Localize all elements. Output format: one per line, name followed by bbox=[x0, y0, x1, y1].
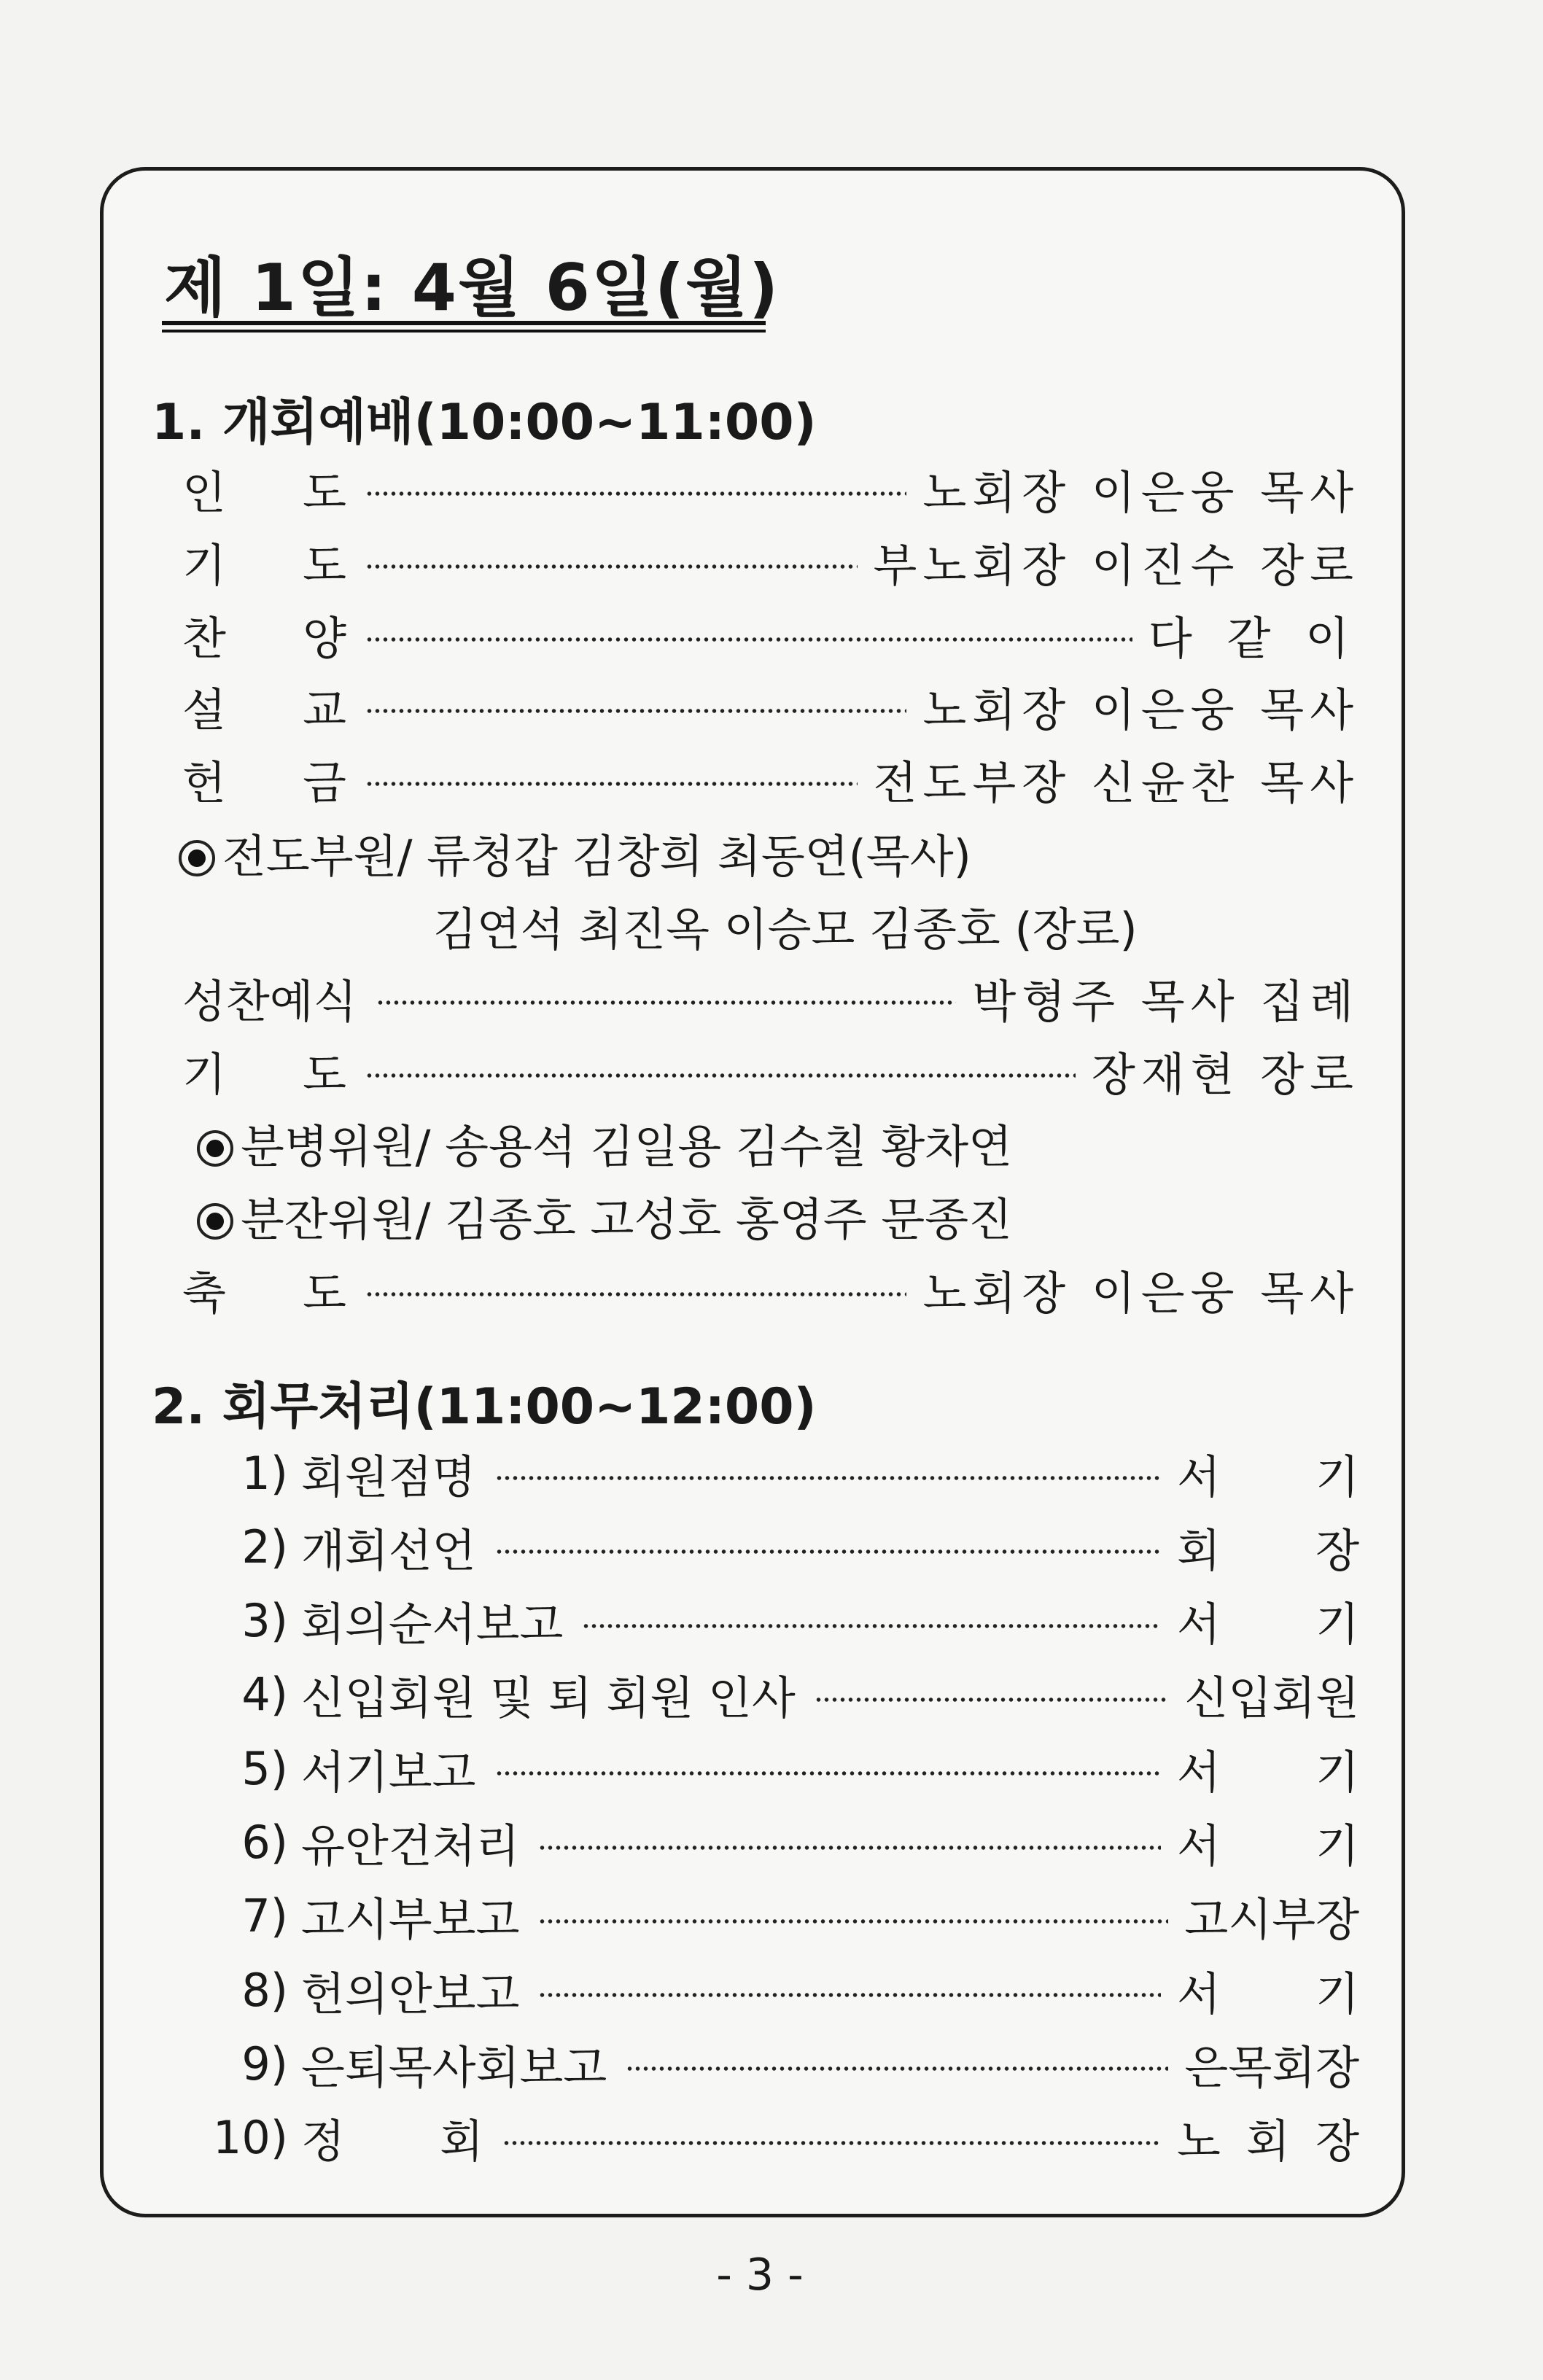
bread-servers-note bbox=[197, 1111, 1012, 1175]
dot-leader bbox=[495, 1474, 1161, 1482]
item-responsible: 회 장 bbox=[1177, 1523, 1359, 1577]
dot-leader bbox=[815, 1696, 1169, 1703]
item-responsible: 서 기 bbox=[1177, 1745, 1359, 1799]
agenda-item bbox=[197, 1662, 1359, 1727]
note-text: 전도부원/ 류청갑 김창희 최동연(목사) bbox=[222, 830, 971, 883]
agenda-item bbox=[197, 1957, 1359, 2023]
item-responsible: 서 기 bbox=[1177, 1819, 1359, 1872]
item-label: 유안건처리 bbox=[301, 1819, 520, 1872]
agenda-item bbox=[197, 1810, 1359, 1875]
item-number: 4) bbox=[241, 1668, 288, 1722]
item-responsible: 은목회장 bbox=[1184, 2040, 1359, 2094]
row-label: 축 도 bbox=[182, 1266, 346, 1320]
item-responsible: 서 기 bbox=[1177, 1967, 1359, 2021]
item-label: 회의순서보고 bbox=[301, 1598, 564, 1652]
dot-leader bbox=[626, 2065, 1168, 2072]
item-label: 신입회원 및 퇴 회원 인사 bbox=[301, 1671, 796, 1725]
row-value: 노회장 이은웅 목사 bbox=[922, 465, 1359, 519]
item-responsible: 신입회원 bbox=[1184, 1671, 1359, 1725]
dot-leader bbox=[365, 1291, 906, 1298]
row-value: 노회장 이은웅 목사 bbox=[922, 1266, 1359, 1320]
item-responsible: 고시부장 bbox=[1184, 1893, 1359, 1947]
agenda-item bbox=[197, 2031, 1359, 2096]
row-label: 설 교 bbox=[182, 682, 346, 736]
dot-leader bbox=[538, 1991, 1161, 1999]
dot-leader bbox=[582, 1622, 1161, 1630]
row-label: 헌 금 bbox=[182, 755, 346, 809]
item-number: 10) bbox=[212, 2111, 288, 2165]
agenda-item bbox=[197, 1883, 1359, 1949]
program-row bbox=[182, 456, 1359, 521]
row-value: 부노회장 이진수 장로 bbox=[873, 538, 1359, 592]
item-label: 개회선언 bbox=[301, 1523, 476, 1577]
program-row bbox=[182, 1256, 1359, 1322]
item-number: 7) bbox=[241, 1889, 288, 1943]
row-value: 다 같 이 bbox=[1148, 611, 1359, 665]
item-label: 은퇴목사회보고 bbox=[301, 2040, 607, 2094]
row-label: 인 도 bbox=[182, 465, 346, 519]
row-label: 기 도 bbox=[182, 538, 346, 592]
evangelism-members-note-line2: 김연석 최진옥 이승모 김종호 (장로) bbox=[433, 903, 1138, 956]
dot-leader bbox=[365, 563, 858, 570]
agenda-item bbox=[197, 1440, 1359, 1506]
program-row bbox=[182, 965, 1359, 1030]
item-label: 서기보고 bbox=[301, 1745, 476, 1799]
dot-leader bbox=[495, 1770, 1161, 1777]
row-value: 전도부장 신윤찬 목사 bbox=[873, 755, 1359, 809]
item-label: 헌의안보고 bbox=[301, 1967, 520, 2021]
row-label: 기 도 bbox=[182, 1047, 346, 1101]
agenda-item bbox=[197, 1588, 1359, 1654]
note-text: 분잔위원/ 김종호 고성호 홍영주 문종진 bbox=[241, 1193, 1012, 1246]
item-number: 6) bbox=[241, 1816, 288, 1869]
title-double-underline bbox=[162, 321, 766, 332]
dot-leader bbox=[365, 780, 858, 788]
item-number: 1) bbox=[241, 1446, 288, 1500]
dot-leader bbox=[376, 999, 957, 1006]
dot-leader bbox=[365, 636, 1132, 643]
page-title: 제 1일: 4월 6일(월) bbox=[164, 250, 780, 325]
item-label: 정 회 bbox=[301, 2115, 483, 2169]
bullseye-bullet-icon bbox=[197, 1203, 233, 1240]
item-responsible: 노 회 장 bbox=[1177, 2115, 1359, 2169]
row-value: 노회장 이은웅 목사 bbox=[922, 682, 1359, 736]
item-number: 9) bbox=[241, 2037, 288, 2091]
program-row bbox=[182, 1038, 1359, 1103]
item-number: 8) bbox=[241, 1963, 288, 2017]
evangelism-members-note bbox=[179, 820, 971, 885]
item-label: 회원점명 bbox=[301, 1450, 476, 1504]
row-label: 성찬예식 bbox=[182, 974, 357, 1028]
dot-leader bbox=[365, 1072, 1076, 1079]
dot-leader bbox=[365, 490, 906, 497]
agenda-item bbox=[197, 1514, 1359, 1579]
program-row bbox=[182, 746, 1359, 812]
cup-servers-note bbox=[197, 1183, 1012, 1248]
dot-leader bbox=[495, 1548, 1161, 1555]
item-label: 고시부보고 bbox=[301, 1893, 520, 1947]
program-row bbox=[182, 529, 1359, 594]
agenda-item bbox=[197, 2105, 1359, 2171]
item-responsible: 서 기 bbox=[1177, 1450, 1359, 1504]
dot-leader bbox=[502, 2139, 1161, 2147]
program-row bbox=[182, 602, 1359, 667]
item-number: 5) bbox=[241, 1741, 288, 1795]
row-value: 박형주 목사 집례 bbox=[972, 974, 1359, 1028]
item-responsible: 서 기 bbox=[1177, 1598, 1359, 1652]
item-number: 3) bbox=[241, 1594, 288, 1648]
item-number: 2) bbox=[241, 1520, 288, 1574]
row-value: 장재현 장로 bbox=[1091, 1047, 1359, 1101]
agenda-item bbox=[197, 1735, 1359, 1801]
section-heading-business: 2. 회무처리(11:00~12:00) bbox=[152, 1378, 817, 1436]
program-row bbox=[182, 673, 1359, 739]
row-label: 찬 양 bbox=[182, 611, 346, 665]
page-number: - 3 - bbox=[716, 2249, 804, 2301]
dot-leader bbox=[538, 1918, 1168, 1925]
bullseye-bullet-icon bbox=[197, 1130, 233, 1167]
section-heading-opening-worship: 1. 개회예배(10:00~11:00) bbox=[152, 394, 817, 451]
bullseye-bullet-icon bbox=[179, 840, 215, 876]
note-text: 분병위원/ 송용석 김일용 김수칠 황차연 bbox=[241, 1120, 1012, 1173]
dot-leader bbox=[365, 707, 906, 715]
dot-leader bbox=[538, 1844, 1161, 1851]
